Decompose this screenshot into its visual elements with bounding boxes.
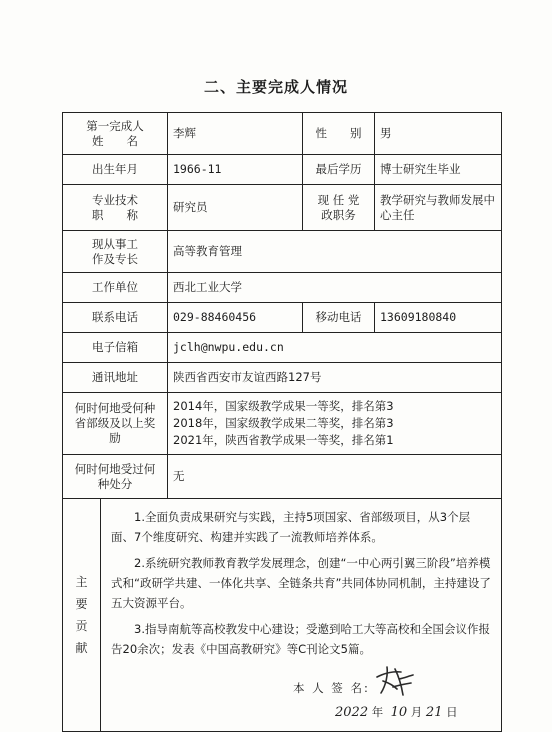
address-value: 陕西省西安市友谊西路127号	[173, 370, 322, 384]
signature-label: 本 人 签 名:	[293, 681, 370, 695]
year-unit: 年	[371, 705, 384, 719]
sign-year: 2022	[335, 705, 369, 720]
title-value: 研究员	[168, 185, 303, 230]
education-label: 最后学历	[303, 155, 375, 184]
penalty-label: 何时何地受过何 种处分	[63, 455, 168, 498]
row-contribution	[63, 499, 501, 731]
name-label: 第一完成人 姓 名	[63, 113, 168, 154]
gender-label: 性 别	[303, 113, 375, 154]
handwritten-signature	[371, 663, 415, 701]
penalty-value: 无	[173, 469, 185, 483]
day-unit: 日	[446, 705, 458, 719]
sign-month: 10	[390, 705, 408, 720]
contribution-paragraph: 2.系统研究教师教育教学发展理念，创建“一中心两引翼三阶段”培养模式和“政研学共建、一体化共享、全链条共育”共同体协同机制，主持建设了五大资源平台。	[111, 556, 491, 610]
awards-list	[168, 393, 501, 454]
post-value: 教学研究与教师发展中心主任	[380, 192, 495, 222]
row-unit	[63, 273, 501, 303]
award-item: 2018年，国家级教学成果二等奖，排名第3	[173, 416, 394, 430]
contribution-paragraph: 1.全面负责成果研究与实践，主持5项国家、省部级项目，从3个层面、7个维度研究、构建并实践了一流教师培养体系。	[111, 510, 471, 544]
email-label: 电子信箱	[63, 333, 168, 362]
address-label: 通讯地址	[63, 363, 168, 392]
contribution-label-char: 贡	[75, 619, 88, 633]
work-value: 高等教育管理	[173, 244, 242, 258]
post-label: 现 任 党 政职务	[303, 185, 375, 230]
education-value: 博士研究生毕业	[380, 162, 461, 176]
name-value: 李辉	[168, 113, 303, 154]
row-birth	[63, 155, 501, 185]
month-unit: 月	[410, 705, 423, 719]
personal-info-form	[62, 112, 502, 732]
row-title	[63, 185, 501, 231]
signature-area	[271, 663, 491, 727]
mobile-label: 移动电话	[303, 303, 375, 332]
row-phone	[63, 303, 501, 333]
gender-value: 男	[380, 126, 392, 140]
title-label: 专业技术 职 称	[63, 185, 168, 230]
unit-value: 西北工业大学	[173, 280, 242, 294]
row-address	[63, 363, 501, 393]
signature-date	[335, 705, 458, 720]
contribution-body	[101, 499, 501, 731]
contribution-label-char: 要	[75, 597, 88, 611]
contribution-label	[63, 499, 101, 731]
mobile-value: 13609180840	[380, 310, 457, 324]
work-label: 现从事工 作及专长	[63, 231, 168, 272]
birth-value: 1966-11	[168, 155, 303, 184]
award-item: 2014年，国家级教学成果一等奖，排名第3	[173, 399, 394, 413]
award-item: 2021年，陕西省教学成果一等奖，排名第1	[173, 433, 394, 447]
row-awards	[63, 393, 501, 455]
awards-label: 何时何地受何种 省部级及以上奖 励	[63, 393, 168, 454]
row-email	[63, 333, 501, 363]
row-work	[63, 231, 501, 273]
unit-label: 工作单位	[63, 273, 168, 302]
page-title: 二、主要完成人情况	[203, 78, 348, 96]
row-name	[63, 113, 501, 155]
phone-label: 联系电话	[63, 303, 168, 332]
row-penalty	[63, 455, 501, 499]
phone-value: 029-88460456	[168, 303, 303, 332]
email-value: jclh@nwpu.edu.cn	[173, 340, 284, 354]
contribution-paragraph: 3.指导南航等高校教发中心建设；受邀到哈工大等高校和全国会议作报告20余次；发表《中国高教研究》等C刊论文5篇。	[111, 622, 490, 656]
birth-label: 出生年月	[63, 155, 168, 184]
contribution-label-char: 主	[75, 575, 88, 589]
contribution-label-char: 献	[75, 641, 88, 655]
sign-day: 21	[425, 705, 443, 720]
